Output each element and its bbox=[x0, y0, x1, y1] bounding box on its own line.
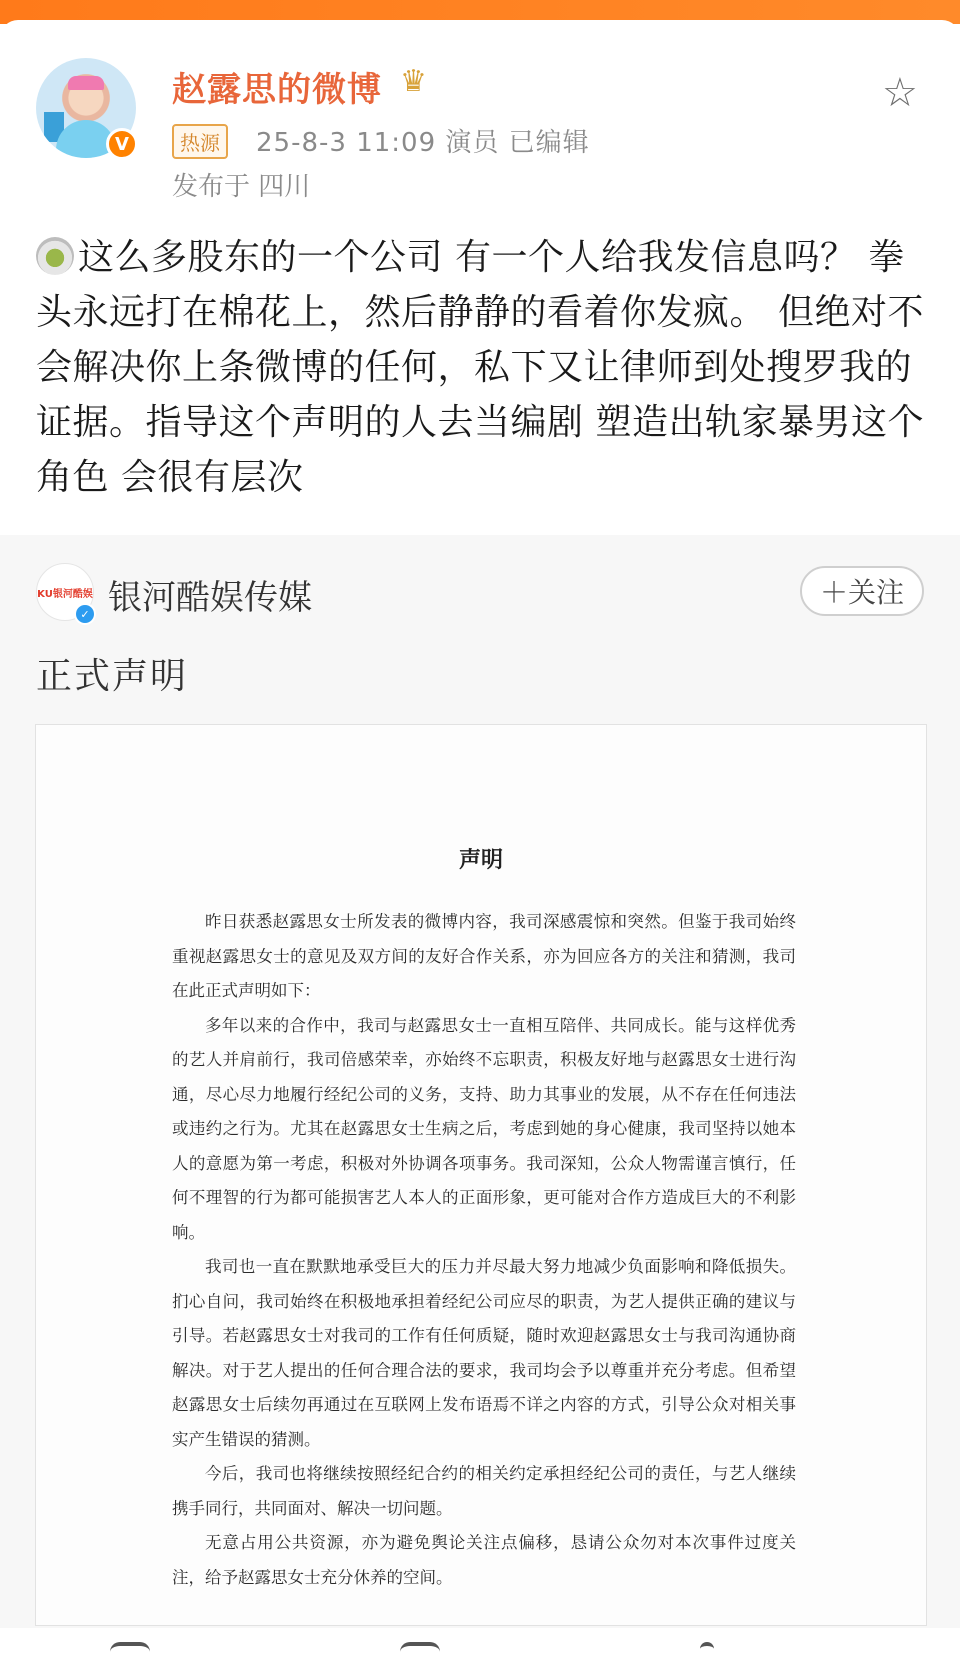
avatar-cap bbox=[68, 76, 104, 90]
post-body: 这么多股东的一个公司 有一个人给我发信息吗？ 拳头永远打在棉花上，然后静静的看着你发疯。 但绝对不会解决你上条微博的任何，私下又让律师到处搜罗我的证据。指导这个声明的人去当编剧 塑造出轨家暴男这个角色 会很有层次 bbox=[36, 237, 924, 498]
bottom-toolbar bbox=[0, 1628, 960, 1670]
username[interactable]: 赵露思的微博 bbox=[172, 70, 382, 110]
like-icon[interactable] bbox=[700, 1642, 714, 1660]
verified-icon: V bbox=[106, 128, 138, 160]
embedded-username[interactable]: 银河酷娱传媒 bbox=[108, 578, 312, 618]
verified-icon: ✓ bbox=[74, 603, 96, 625]
follow-button[interactable]: ＋关注 bbox=[800, 566, 924, 616]
embedded-avatar[interactable]: KU银河酷娱 bbox=[36, 563, 94, 621]
statement-paragraph: 多年以来的合作中，我司与赵露思女士一直相互陪伴、共同成长。能与这样优秀的艺人并肩前行，我司倍感荣幸，亦始终不忘职责，积极友好地与赵露思女士进行沟通，尽心尽力地履行经纪公司的义务，支持、助力其事业的发展，从不存在任何违法或违约之行为。尤其在赵露思女士生病之后，考虑到她的身心健康，我司坚持以她本人的意愿为第一考虑，积极对外协调各项事务。我司深知，公众人物需谨言慎行，任何不理智的行为都可能损害艺人本人的正面形象，更可能对合作方造成巨大的不利影响。 bbox=[172, 1015, 796, 1242]
statement-paragraph: 今后，我司也将继续按照经纪合约的相关约定承担经纪公司的责任，与艺人继续携手同行，共同面对、解决一切问题。 bbox=[172, 1464, 796, 1518]
crown-icon: ♛ bbox=[400, 64, 427, 99]
statement-heading: 声明 bbox=[458, 847, 503, 873]
tea-emoji-icon bbox=[36, 237, 74, 275]
post-text bbox=[36, 230, 926, 505]
comment-icon[interactable] bbox=[400, 1642, 440, 1660]
statement-paragraph: 我司也一直在默默地承受巨大的压力并尽最大努力地减少负面影响和降低损失。扪心自问，我司始终在积极地承担着经纪公司应尽的职责，为艺人提供正确的建议与引导。若赵露思女士对我司的工作有任何质疑，随时欢迎赵露思女士与我司沟通协商解决。对于艺人提出的任何合理合法的要求，我司均会予以尊重并充分考虑。但希望赵露思女士后续勿再通过在互联网上发布语焉不详之内容的方式，引导公众对相关事实产生错误的猜测。 bbox=[172, 1257, 796, 1449]
statement-paragraph: 无意占用公共资源，亦为避免舆论关注点偏移，恳请公众勿对本次事件过度关注，给予赵露思女士充分休养的空间。 bbox=[172, 1533, 796, 1587]
post-location: 发布于 四川 bbox=[172, 172, 311, 202]
statement-body bbox=[172, 905, 796, 1595]
repost-icon[interactable] bbox=[110, 1642, 150, 1660]
statement-image[interactable] bbox=[36, 725, 926, 1625]
star-icon[interactable]: ☆ bbox=[882, 70, 918, 116]
embedded-title: 正式声明 bbox=[36, 656, 189, 697]
post-meta: 25-8-3 11:09 演员 已编辑 bbox=[256, 128, 590, 158]
hot-source-badge[interactable]: 热源 bbox=[172, 124, 228, 159]
statement-paragraph: 昨日获悉赵露思女士所发表的微博内容，我司深感震惊和突然。但鉴于我司始终重视赵露思女士的意见及双方间的友好合作关系，亦为回应各方的关注和猜测，我司在此正式声明如下： bbox=[172, 912, 796, 1000]
